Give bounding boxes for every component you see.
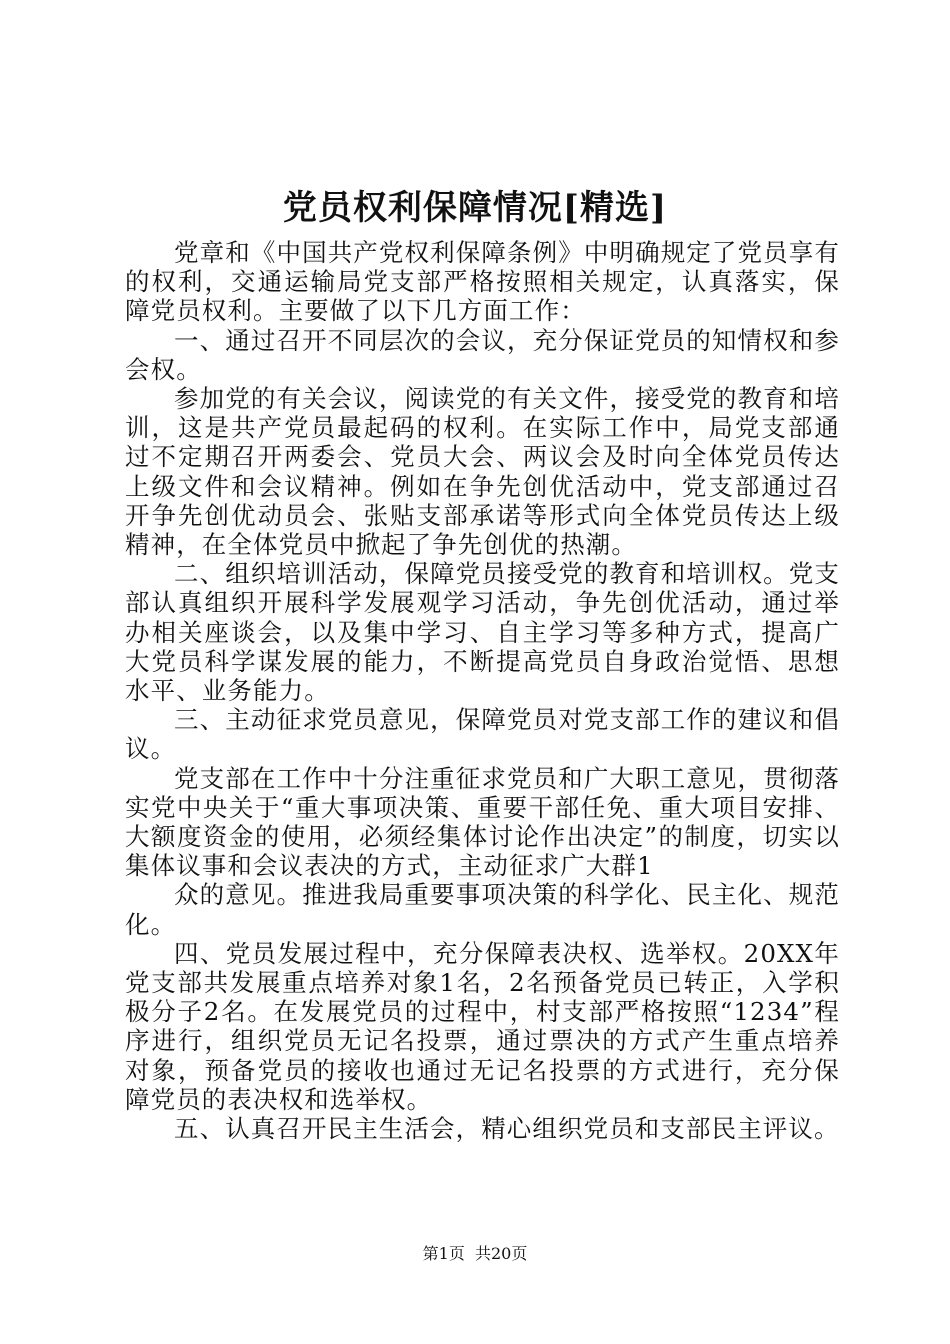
page-number-label: 第1页 共20页: [422, 1244, 528, 1263]
paragraph-section-3-body: 党支部在工作中十分注重征求党员和广大职工意见，贯彻落实党中央关于“重大事项决策、重要干部任免、重大项目安排、大额度资金的使用，必须经集体讨论作出决定”的制度，切实以集体议事和会议表决的方式，主动征求广大群1: [125, 763, 840, 881]
paragraph-intro: 党章和《中国共产党权利保障条例》中明确规定了党员享有的权利，交通运输局党支部严格按照相关规定，认真落实，保障党员权利。主要做了以下几方面工作：: [125, 238, 840, 326]
paragraph-section-1-heading: 一、通过召开不同层次的会议，充分保证党员的知情权和参会权。: [125, 325, 840, 384]
paragraph-section-3-heading: 三、主动征求党员意见，保障党员对党支部工作的建议和倡议。: [125, 705, 840, 764]
paragraph-section-3-continued: 众的意见。推进我局重要事项决策的科学化、民主化、规范化。: [125, 880, 840, 939]
paragraph-section-1-body: 参加党的有关会议，阅读党的有关文件，接受党的教育和培训，这是共产党员最起码的权利。在实际工作中，局党支部通过不定期召开两委会、党员大会、两议会及时向全体党员传达上级文件和会议精神。例如在争先创优活动中，党支部通过召开争先创优动员会、张贴支部承诺等形式向全体党员传达上级精神，在全体党员中掀起了争先创优的热潮。: [125, 384, 840, 560]
document-body: [125, 238, 840, 1143]
page-footer: [0, 1243, 950, 1265]
paragraph-section-4: 四、党员发展过程中，充分保障表决权、选举权。20XX年党支部共发展重点培养对象1名，2名预备党员已转正，入学积极分子2名。在发展党员的过程中，村支部严格按照“1234”程序进行，组织党员无记名投票，通过票决的方式产生重点培养对象，预备党员的接收也通过无记名投票的方式进行，充分保障党员的表决权和选举权。: [125, 938, 840, 1114]
paragraph-section-5-heading: 五、认真召开民主生活会，精心组织党员和支部民主评议。: [174, 1114, 840, 1144]
paragraph-section-2: 二、组织培训活动，保障党员接受党的教育和培训权。党支部认真组织开展科学发展观学习活动，争先创优活动，通过举办相关座谈会，以及集中学习、自主学习等多种方式，提高广大党员科学谋发展的能力，不断提高党员自身政治觉悟、思想水平、业务能力。: [125, 559, 840, 706]
document-title: 党员权利保障情况[精选]: [282, 188, 668, 228]
